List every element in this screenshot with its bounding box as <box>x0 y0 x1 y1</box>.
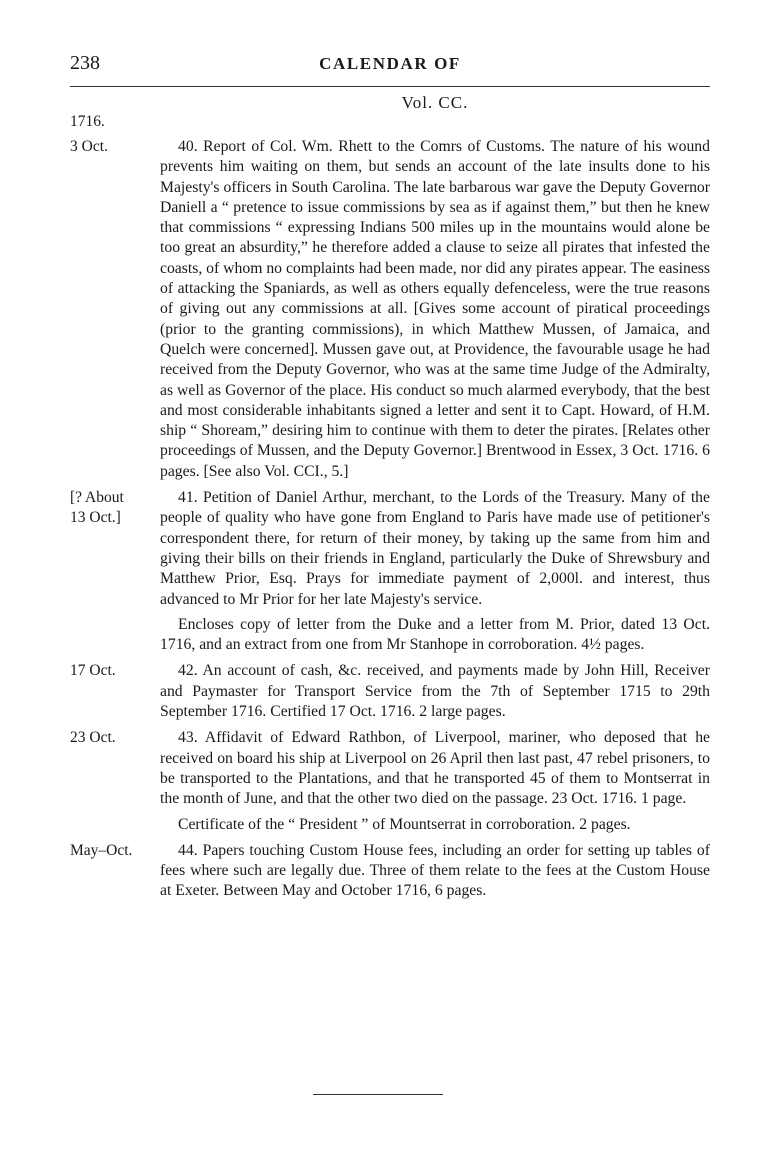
entry-date: 17 Oct. <box>70 662 116 680</box>
running-title: CALENDAR OF <box>319 54 461 73</box>
page-number: 238 <box>70 52 100 74</box>
entry-date: May–Oct. <box>70 841 133 859</box>
calendar-entry <box>70 841 710 902</box>
page-header <box>70 52 710 82</box>
calendar-entry <box>70 137 710 482</box>
entry-paragraph: 41. Petition of Daniel Arthur, merchant, to the Lords of the Treasury. Many of the people of quality who have gone from England to Paris have made use of petitioner's correspondent there, for return of their money, by taking up the same from him and giving their bills on their friends in England, particularly the Duke of Shrewsbury and Matthew Prior, Esq. Prays for immediate payment of 2,000l. and interest, thus advanced to Mr Prior for her late Majesty's service. <box>160 489 710 608</box>
end-rule <box>313 1094 443 1095</box>
entry-body <box>160 728 710 834</box>
entry-body <box>160 137 710 482</box>
entries <box>70 137 710 908</box>
calendar-entry <box>70 488 710 655</box>
entry-date: [? About 13 Oct.] <box>70 489 124 527</box>
entry-body <box>160 488 710 655</box>
entry-paragraph: Certificate of the “ President ” of Mountserrat in corroboration. 2 pages. <box>178 815 631 833</box>
volume-heading: Vol. CC. <box>401 93 469 112</box>
entry-paragraph: 42. An account of cash, &c. received, and payments made by John Hill, Receiver and Paymaster for Transport Service from the 7th of September 1715 to 29th September 1716. Certified 17 Oct. 1716. 2 large pages. <box>160 662 710 721</box>
calendar-entry <box>70 661 710 722</box>
calendar-entry <box>70 728 710 834</box>
header-rule <box>70 86 710 87</box>
entry-paragraph: 43. Affidavit of Edward Rathbon, of Liverpool, mariner, who deposed that he received on board his ship at Liverpool on 26 April then last past, 47 rebel prisoners, to be transported to the Plantations, and that he transported 45 of them to Montserrat in the month of June, and that the other two died on the passage. 23 Oct. 1716. 1 page. <box>160 729 710 808</box>
entry-paragraph: 44. Papers touching Custom House fees, including an order for setting up tables of fees where such are legally due. Three of them relate to the fees at the Custom House at Exeter. Between May and October 1716, 6 pages. <box>160 841 710 900</box>
entry-body <box>160 661 710 722</box>
entry-paragraph: 40. Report of Col. Wm. Rhett to the Comrs of Customs. The nature of his wound prevents him waiting on them, but sends an account of the late insults done to his Majesty's officers in South Carolina. The late barbarous war gave the Deputy Governor Daniell a “ pretence to issue commissions by sea as if against them,” but then he knew that commissions “ expressing Indians 500 miles up in the mountains would alone be too great an absurdity,” he therefore added a clause to seize all pirates that infested the coasts, of whom no complaints had been made, nor did any pirates appear. The easiness of attacking the Spaniards, as well as others equally defenceless, were the true reasons of giving out any commissions at all. [Gives some account of piratical proceedings (prior to the granting commissions), in which Matthew Mussen, of Jamaica, and Quelch were concerned]. Mussen gave out, at Providence, the favourable usage he had received from the Deputy Governor, who was at the same time Judge of the Admiralty, as well as Governor of the place. His conduct so much alarmed everybody, that the best and most considerable inhabitants signed a letter and sent it to Capt. Howard, of H.M. ship “ Shoream,” desiring him to continue with them to deter the pirates. [Relates other proceedings of Mussen, and the Deputy Governor.] Brentwood in Essex, 3 Oct. 1716. 6 pages. [See also Vol. CCI., 5.] <box>160 138 710 480</box>
entry-body <box>160 841 710 902</box>
entry-date: 23 Oct. <box>70 729 116 747</box>
entry-date: 3 Oct. <box>70 138 108 155</box>
entry-paragraph: Encloses copy of letter from the Duke and a letter from M. Prior, dated 13 Oct. 1716, and an extract from one from Mr Stanhope in corroboration. 4½ pages. <box>160 615 710 654</box>
year-label: 1716. <box>70 113 105 130</box>
